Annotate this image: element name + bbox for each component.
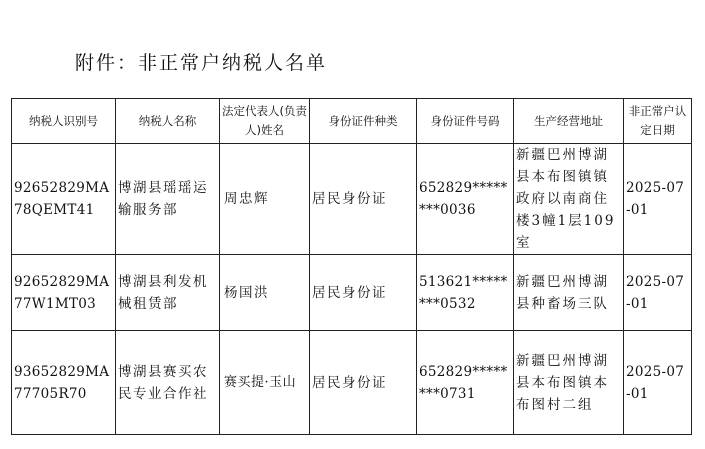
table-row — [12, 255, 692, 331]
cell-id-number: 513621********0532 — [417, 255, 514, 331]
cell-address: 新疆巴州博湖县本布图镇本布图村二组 — [514, 331, 624, 435]
table-row — [12, 144, 692, 255]
cell-id-number: 652829********0731 — [417, 331, 514, 435]
cell-legal-rep: 周忠辉 — [220, 144, 310, 255]
cell-address: 新疆巴州博湖县种畜场三队 — [514, 255, 624, 331]
table-header-row — [12, 99, 692, 144]
header-taxpayer-name: 纳税人名称 — [116, 99, 220, 144]
cell-date: 2025-07-01 — [624, 255, 692, 331]
cell-legal-rep: 赛买提·玉山 — [220, 331, 310, 435]
header-id-type: 身份证件种类 — [310, 99, 417, 144]
header-id-number: 身份证件号码 — [417, 99, 514, 144]
table-row — [12, 331, 692, 435]
header-tax-id: 纳税人识别号 — [12, 99, 116, 144]
header-legal-rep: 法定代表人(负责人)姓名 — [220, 99, 310, 144]
cell-legal-rep: 杨国洪 — [220, 255, 310, 331]
cell-tax-id: 92652829MA77W1MT03 — [12, 255, 116, 331]
header-address: 生产经营地址 — [514, 99, 624, 144]
cell-id-number: 652829********0036 — [417, 144, 514, 255]
cell-tax-id: 93652829MA77705R70 — [12, 331, 116, 435]
header-date: 非正常户认定日期 — [624, 99, 692, 144]
cell-id-type: 居民身份证 — [310, 144, 417, 255]
cell-date: 2025-07-01 — [624, 331, 692, 435]
cell-taxpayer-name: 博湖县利发机械租赁部 — [116, 255, 220, 331]
cell-tax-id: 92652829MA78QEMT41 — [12, 144, 116, 255]
cell-id-type: 居民身份证 — [310, 331, 417, 435]
cell-address: 新疆巴州博湖县本布图镇镇政府以南商住楼3幢1层109室 — [514, 144, 624, 255]
cell-taxpayer-name: 博湖县赛买农民专业合作社 — [116, 331, 220, 435]
document-title: 附件：非正常户纳税人名单 — [75, 52, 328, 74]
cell-id-type: 居民身份证 — [310, 255, 417, 331]
abnormal-taxpayer-table — [11, 98, 692, 435]
cell-date: 2025-07-01 — [624, 144, 692, 255]
cell-taxpayer-name: 博湖县瑶瑶运输服务部 — [116, 144, 220, 255]
